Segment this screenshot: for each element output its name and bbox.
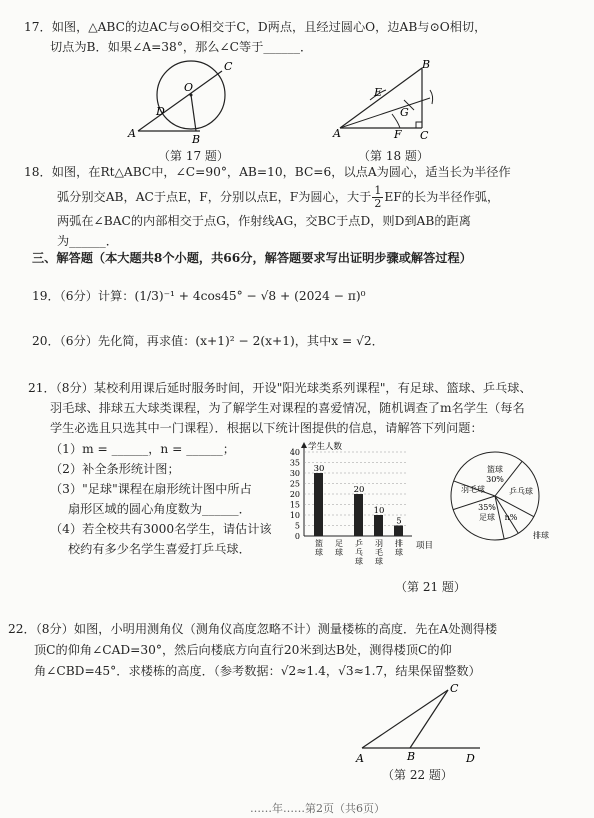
pie-slice-label: n% [504,513,518,522]
y-tick-label: 35 [289,458,300,468]
bar [354,494,363,536]
q21-sub3b: 扇形区域的圆心角度数为______． [68,502,251,516]
fig18-label-g: G [400,106,409,119]
y-tick-label: 40 [289,448,300,457]
q19-label: 19．（6分）计算： [32,289,135,303]
one-half-fraction [372,185,383,210]
q21-sub3a: （3）"足球"课程在扇形统计图中所占 [50,482,252,496]
x-axis-label: 项目 [416,541,434,551]
q22-line1: 22．（8分）如图，小明用测角仪（测角仪高度忽略不计）测量楼栋的高度．先在A处测得楼 [8,622,498,636]
fig22-label-b: B [407,750,416,762]
page-footer: ……年……第2页（共6页） [250,802,385,815]
pie-slice-label: 排球 [533,531,549,540]
x-tick-label: 毛 [375,548,383,557]
fig18-label-f: F [394,128,402,140]
x-tick-label: 球 [315,548,323,557]
section3-heading: 三、解答题（本大题共8个小题，共66分，解答题要求写出证明步骤或解答过程） [32,251,472,265]
fig22-label-d: D [466,752,475,762]
q21-sub1: （1）m = ______，n = ______； [50,442,235,456]
fig17-caption: （第 17 题） [158,149,229,163]
fig18-label-e: E [374,86,383,99]
fig17-label-o: O [184,81,194,94]
pie-slice-value: 30% [486,475,504,484]
fig17-label-b: B [192,133,201,145]
bar-chart [282,440,438,576]
q21-line2: 羽毛球、排球五大球类课程，为了解学生对课程的喜爱情况，随机调查了m名学生（每名 [50,401,525,415]
y-tick-label: 30 [289,469,300,478]
figure-22 [350,680,500,762]
y-tick-label: 0 [294,532,300,541]
fig18-caption: （第 18 题） [358,149,429,163]
fig17-label-a: A [128,127,136,140]
fig17-label-d: D [156,105,165,118]
q22-line2: 顶C的仰角∠CAD=30°，然后向楼底方向直行20米到达B处，测得楼顶C的仰 [34,643,452,657]
q18-line1: 18．如图，在Rt△ABC中，∠C=90°，AB=10，BC=6，以点A为圆心，适当长为半径作 [24,165,511,179]
q18-line3: 两弧在∠BAC的内部相交于点G，作射线AG，交BC于点D，则D到AB的距离 [57,214,471,228]
fig21-caption: （第 21 题） [395,580,466,594]
x-tick-label: 球 [395,548,403,557]
data-label: 20 [353,485,365,495]
q19 [32,287,365,305]
pie-chart [440,448,560,558]
y-tick-label: 20 [289,490,300,499]
bar [394,526,403,537]
data-label: 30 [313,464,325,474]
q19-expression: (1/3)⁻¹ + 4cos45° − √8 + (2024 − π)⁰ [134,289,366,303]
q22-line3: 角∠CBD=45°．求楼栋的高度．（参考数据：√2≈1.4，√3≈1.7，结果保留整数） [34,664,481,678]
q17-line2: 切点为B．如果∠A=38°，那么∠C等于______． [50,40,313,54]
fig17-label-c: C [224,60,233,73]
x-tick-label: 乒 [355,539,363,548]
y-axis-label: 学生人数 [308,442,343,452]
figure-17 [120,55,260,145]
x-tick-label: 球 [335,548,343,557]
x-tick-label: 球 [375,557,383,566]
data-label: 10 [373,506,385,516]
x-tick-label: 羽 [375,539,383,548]
fig18-label-c: C [420,129,429,140]
bar [314,473,323,536]
frac-den: 2 [374,197,382,210]
q20: 20．（6分）先化简，再求值：(x+1)² − 2(x+1)，其中x = √2． [32,334,384,348]
y-axis-arrow [301,442,307,448]
q18-line4: 为______． [57,234,118,248]
fig18-label-a: A [333,127,341,140]
fig22-label-c: C [450,682,459,695]
x-tick-label: 足 [335,539,343,548]
q21-sub2: （2）补全条形统计图； [50,462,180,476]
pie-slice-label: 足球 [479,513,495,522]
q18-line2 [57,184,499,210]
q21-sub4a: （4）若全校共有3000名学生，请估计该 [50,522,272,536]
x-tick-label: 排 [395,539,403,548]
pie-slice-label: 乒乓球 [509,487,533,496]
x-tick-label: 篮 [315,539,323,548]
fig18-label-b: B [422,58,431,71]
frac-num: 1 [374,184,382,197]
fig22-label-a: A [356,752,364,762]
q21-line3: 学生必选且只选其中一门课程）．根据以下统计图提供的信息，请解答下列问题： [50,421,483,435]
q21-line1: 21．（8分）某校利用课后延时服务时间，开设"阳光球类系列课程"，有足球、篮球、乒乓球、 [28,381,532,395]
x-tick-label: 球 [355,557,363,566]
pie-slice-value: 35% [478,503,496,512]
data-label: 5 [396,516,402,527]
q18-line2-post: EF的长为半径作弧， [384,190,500,204]
bar [374,515,383,536]
y-tick-label: 5 [294,521,300,531]
y-tick-label: 10 [289,511,300,520]
pie-slice-label: 篮球 [487,465,503,474]
figure-18 [330,58,450,140]
fig22-caption: （第 22 题） [382,768,453,782]
x-tick-label: 乓 [355,548,363,557]
pie-slice-label: 羽毛球 [461,485,485,494]
y-tick-label: 25 [289,479,300,489]
q17-line1: 17．如图，△ABC的边AC与⊙O相交于C，D两点，且经过圆心O，边AB与⊙O相切， [24,20,487,34]
q21-sub4b: 校约有多少名学生喜爱打乒乓球． [68,542,251,556]
q18-line2-pre: 弧分别交AB，AC于点E，F，分别以点E，F为圆心，大于 [57,190,372,204]
y-tick-label: 15 [289,500,300,510]
